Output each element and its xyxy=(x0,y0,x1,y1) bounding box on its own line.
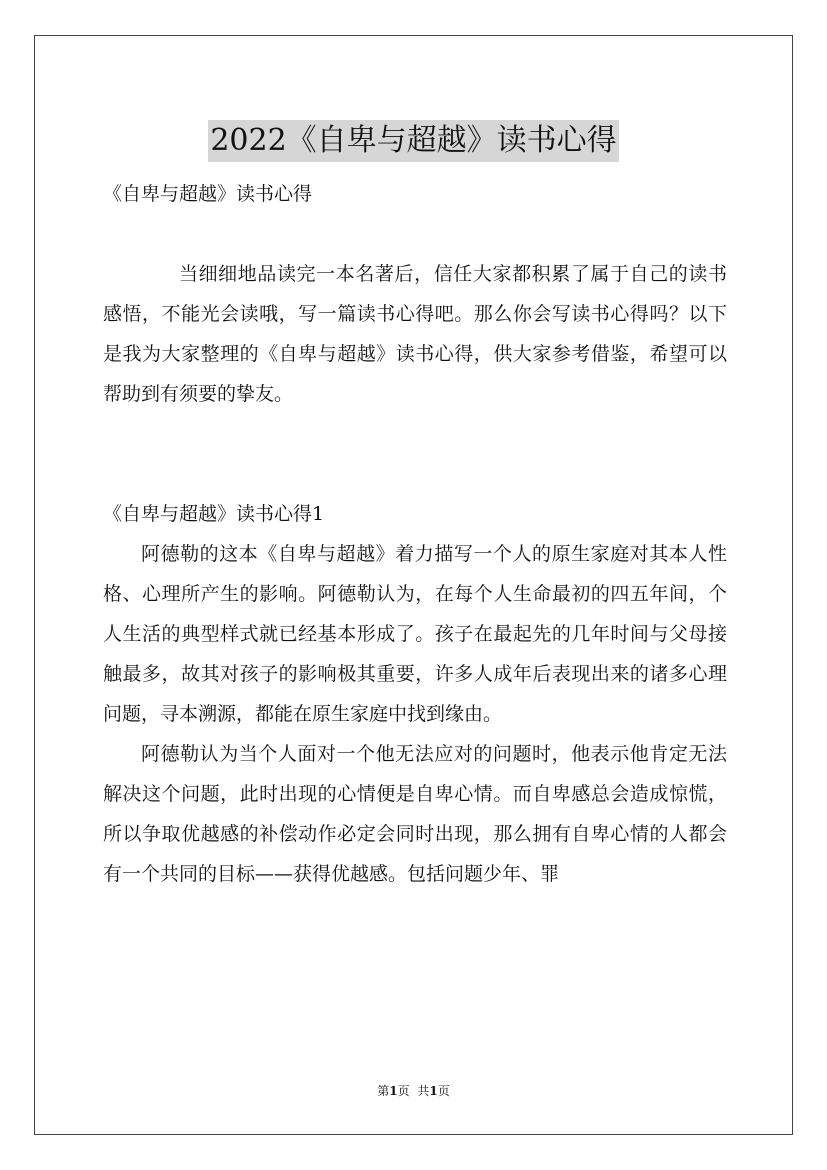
title-container xyxy=(0,100,827,182)
footer-page-number: 1 xyxy=(389,1084,398,1098)
footer-total-number: 1 xyxy=(429,1084,438,1098)
section-spacer xyxy=(103,414,727,494)
footer-total-suffix: 页 xyxy=(437,1084,450,1098)
section-heading: 《自卑与超越》读书心得1 xyxy=(103,503,325,525)
intro-paragraph: 当细细地品读完一本名著后，信任大家都积累了属于自己的读书感悟，不能光会读哦，写一篇读书心得吧。那么你会写读书心得吗？以下是我为大家整理的《自卑与超越》读书心得，供大家参考借鉴，希望可以帮助到有须要的挚友。 xyxy=(103,263,727,405)
document-title: 2022《自卑与超越》读书心得 xyxy=(208,120,618,162)
body-paragraph-1: 阿德勒的这本《自卑与超越》着力描写一个人的原生家庭对其本人性格、心理所产生的影响。阿德勒认为，在每个人生命最初的四五年间，个人生活的典型样式就已经基本形成了。孩子在最起先的几年时间与父母接触最多，故其对孩子的影响极其重要，许多人成年后表现出来的诸多心理问题，寻本溯源，都能在原生家庭中找到缘由。 xyxy=(103,543,727,725)
footer-page-prefix: 第 xyxy=(377,1084,390,1098)
subtitle-heading: 《自卑与超越》读书心得 xyxy=(103,183,313,205)
footer-total-prefix: 共 xyxy=(417,1084,430,1098)
page-footer xyxy=(0,1083,827,1099)
footer-page-suffix: 页 xyxy=(397,1084,410,1098)
body-paragraph-2: 阿德勒认为当个人面对一个他无法应对的问题时，他表示他肯定无法解决这个问题，此时出现的心情便是自卑心情。而自卑感总会造成惊慌，所以争取优越感的补偿动作必定会同时出现，那么拥有自卑心情的人都会有一个共同的目标——获得优越感。包括问题少年、罪 xyxy=(103,743,727,885)
document-body xyxy=(103,174,727,894)
